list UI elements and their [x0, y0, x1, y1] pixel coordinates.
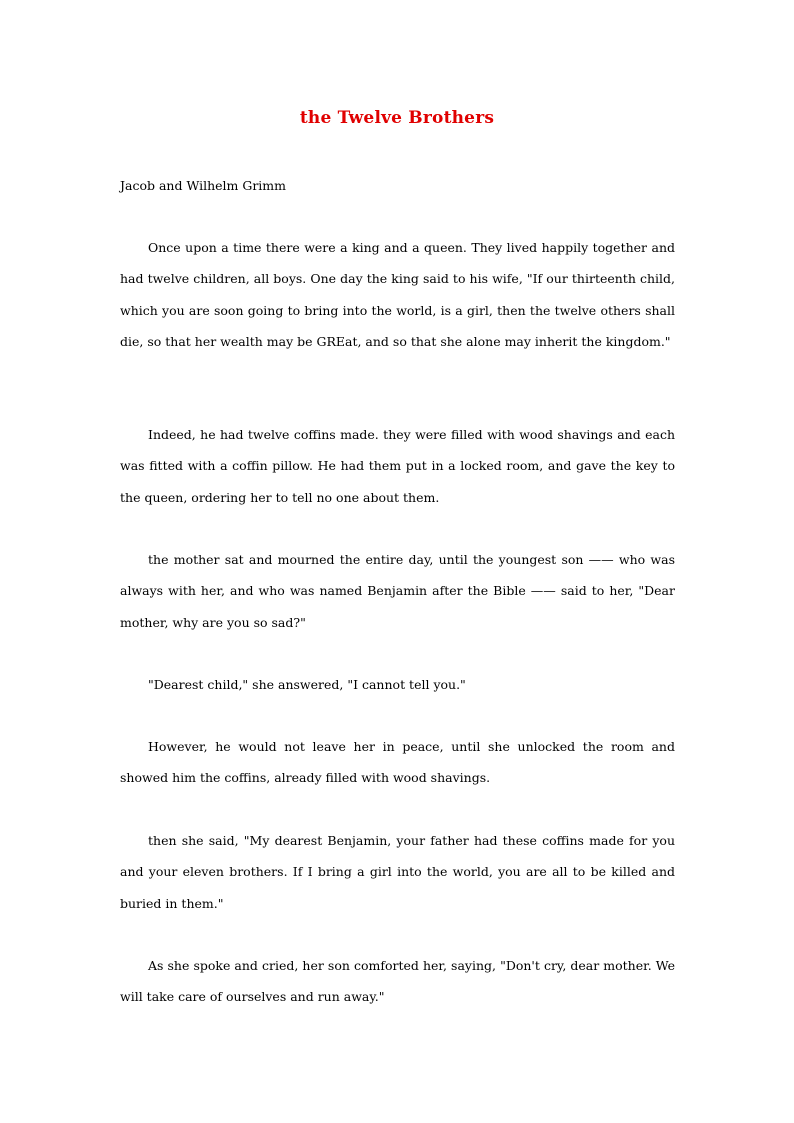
paragraph-7-block: [120, 950, 675, 1013]
paragraph: However, he would not leave her in peace, until she unlocked the room and showed him the coffins, already filled with wood shavings.: [120, 739, 675, 786]
paragraph-6-block: [120, 825, 675, 919]
document-author: Jacob and Wilhelm Grimm: [120, 178, 287, 193]
paragraph-2-block: [120, 419, 675, 513]
paragraph: Once upon a time there were a king and a queen. They lived happily together and had twelve children, all boys. One day the king said to his wife, "If our thirteenth child, which you are soon going to bring into the world, is a girl, then the twelve others shall die, so that her wealth may be GREat, and so that she alone may inherit the kingdom.": [120, 240, 675, 349]
paragraph-4-block: [120, 669, 675, 700]
paragraph: the mother sat and mourned the entire day, until the youngest son —— who was always with her, and who was named Benjamin after the Bible —— said to her, "Dear mother, why are you so sad?": [120, 552, 675, 630]
paragraph-3-block: [120, 544, 675, 638]
paragraph: then she said, "My dearest Benjamin, your father had these coffins made for you and your eleven brothers. If I bring a girl into the world, you are all to be killed and buried in them.": [120, 833, 675, 911]
paragraph-5-block: [120, 731, 675, 794]
paragraph: As she spoke and cried, her son comforted her, saying, "Don't cry, dear mother. We will take care of ourselves and run away.": [120, 958, 675, 1005]
paragraph: Indeed, he had twelve coffins made. they were filled with wood shavings and each was fitted with a coffin pillow. He had them put in a locked room, and gave the key to the queen, ordering her to tell no one about them.: [120, 427, 675, 505]
document-title: the Twelve Brothers: [299, 108, 495, 128]
paragraph: "Dearest child," she answered, "I cannot tell you.": [148, 677, 466, 692]
paragraph-1-block: [120, 232, 675, 357]
